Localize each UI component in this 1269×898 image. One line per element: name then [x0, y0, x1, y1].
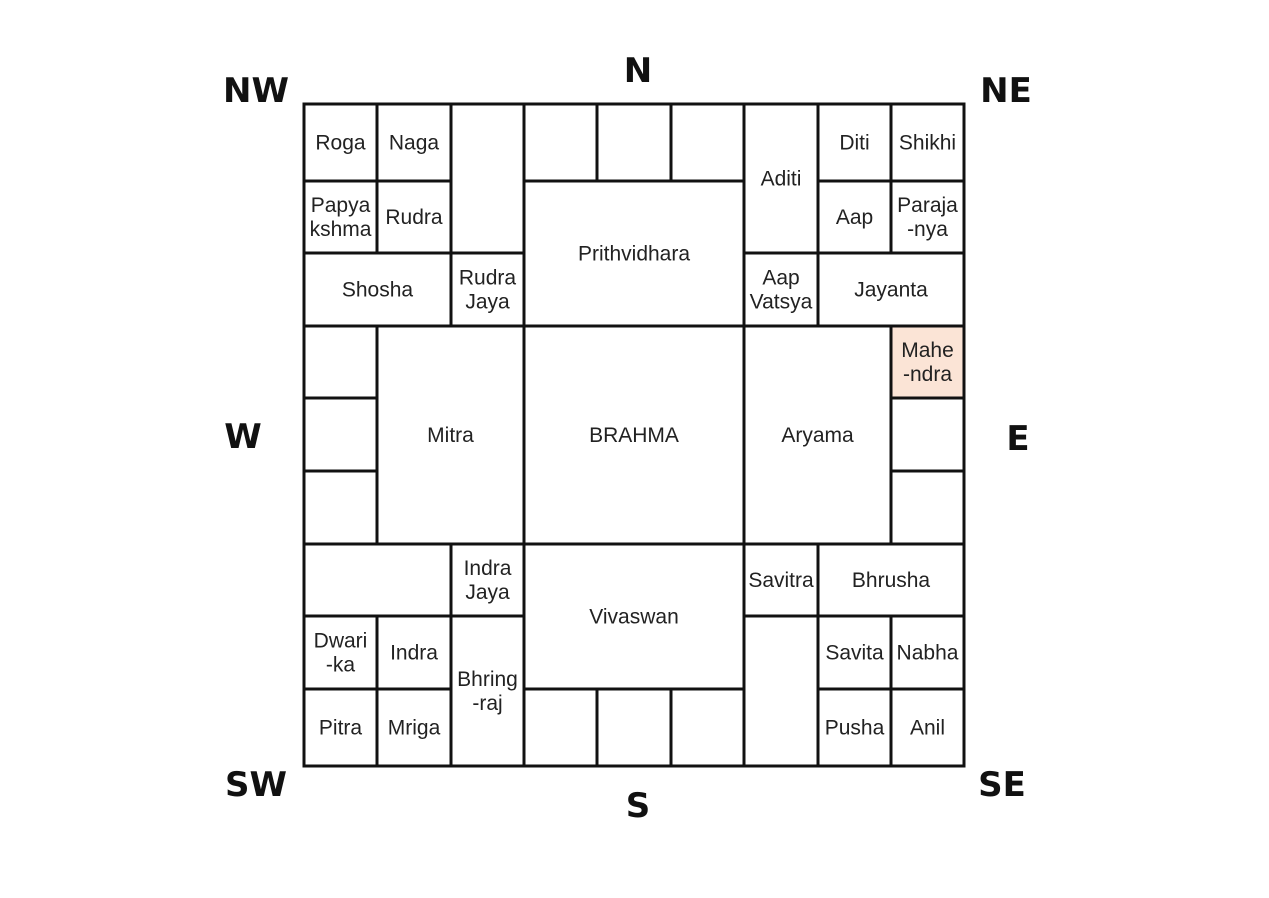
cell-rudra [377, 181, 451, 253]
cell-label-papyakshma [310, 194, 372, 241]
cell-box-sw-row6-blank [304, 544, 451, 616]
cell-n-top-3 [671, 104, 744, 181]
cell-label-line: Shosha [341, 278, 414, 302]
cell-pusha [818, 689, 891, 766]
direction-label-s: S [625, 786, 651, 826]
cell-rudra-jaya [451, 253, 524, 326]
cell-label-indra-jaya [464, 557, 512, 604]
cell-label-line: Mitra [427, 424, 474, 447]
cell-label-line: Dwari [313, 629, 368, 653]
cell-label-line: BRAHMA [589, 424, 679, 447]
cell-label-line: Bhring [457, 668, 518, 691]
cell-n-top-1 [524, 104, 597, 181]
cell-label-nabha [897, 642, 959, 665]
cell-box-s-bottom-3 [671, 689, 744, 766]
cell-w-col1-3 [304, 471, 377, 544]
cell-bhrusha [818, 544, 964, 616]
cell-e-col9-2 [891, 471, 964, 544]
cell-label-mitra [427, 424, 474, 447]
cell-aditi [744, 104, 818, 253]
cell-box-parajanya [891, 181, 964, 253]
cell-label-line: Mahe [901, 339, 954, 362]
cell-label-line: Jayanta [854, 278, 928, 302]
cell-label-shosha [342, 279, 414, 302]
cell-box-n-top-2 [597, 104, 671, 181]
cell-label-prithvidhara [578, 243, 690, 266]
cell-label-line: Aryama [781, 424, 854, 447]
cell-box-s-bottom-1 [524, 689, 597, 766]
cell-label-jayanta [854, 279, 928, 302]
cell-label-pitra [319, 717, 363, 740]
cell-label-pusha [825, 717, 885, 740]
cell-w-col1-1 [304, 326, 377, 398]
cell-brahma [524, 326, 744, 544]
cell-box-e-col9-2 [891, 471, 964, 544]
cell-box-s-bottom-2 [597, 689, 671, 766]
direction-label-sw: SW [225, 765, 287, 805]
cell-n-top-2 [597, 104, 671, 181]
cell-box-w-col1-2 [304, 398, 377, 471]
cell-box-papyakshma [304, 181, 377, 253]
cell-label-line: Rudra [458, 266, 517, 290]
cell-label-anil [910, 717, 945, 740]
cell-label-rudra-jaya [459, 267, 517, 314]
cell-box-bhringraj [451, 616, 524, 766]
cell-label-naga [389, 132, 440, 155]
cell-label-shikhi [899, 132, 956, 155]
cell-label-line: Bhrusha [851, 569, 931, 592]
cell-nabha [891, 616, 964, 689]
cell-label-line: -raj [472, 692, 503, 715]
cell-label-line: Jaya [465, 581, 510, 604]
cell-w-col1-2 [304, 398, 377, 471]
cell-label-indra [390, 642, 438, 665]
cell-label-line: Mriga [387, 716, 441, 740]
cell-vivaswan [524, 544, 744, 689]
cell-label-line: -ka [325, 653, 356, 677]
cell-label-line: Nabha [896, 641, 959, 665]
cell-box-mahendra [891, 326, 964, 398]
cell-label-aditi [761, 168, 802, 191]
cell-label-line: Jaya [465, 290, 510, 314]
cell-label-line: Savitra [748, 569, 814, 592]
cell-aap [818, 181, 891, 253]
cell-label-line: kshma [309, 218, 372, 241]
cell-box-nw-col3-blank [451, 104, 524, 253]
cell-label-line: Rudra [385, 206, 443, 229]
cell-papyakshma [304, 181, 377, 253]
cell-label-line: Vatsya [749, 290, 813, 314]
cell-mitra [377, 326, 524, 544]
cell-box-n-top-3 [671, 104, 744, 181]
cell-box-w-col1-3 [304, 471, 377, 544]
cell-label-line: Papya [310, 194, 371, 217]
cell-s-bottom-1 [524, 689, 597, 766]
cell-label-line: Anil [909, 716, 946, 740]
cell-indra-jaya [451, 544, 524, 616]
cell-box-se-col7-blank [744, 616, 818, 766]
cell-label-line: Shikhi [898, 131, 957, 155]
cell-label-line: -ndra [902, 363, 953, 386]
cell-box-aap-vatsya [744, 253, 818, 326]
cell-pitra [304, 689, 377, 766]
cell-label-line: Aap [835, 206, 874, 229]
cell-aryama [744, 326, 891, 544]
direction-label-n: N [623, 51, 653, 91]
cell-box-e-col9-1 [891, 398, 964, 471]
cell-box-indra-jaya [451, 544, 524, 616]
cell-naga [377, 104, 451, 181]
cell-label-mriga [388, 717, 441, 740]
cell-label-line: Savita [825, 641, 884, 665]
cell-label-line: Pusha [824, 716, 885, 740]
cell-roga [304, 104, 377, 181]
cell-anil [891, 689, 964, 766]
cell-parajanya [891, 181, 964, 253]
cell-savitra [744, 544, 818, 616]
cell-label-bhrusha [852, 569, 931, 592]
cell-label-line: Pitra [318, 716, 363, 740]
cell-se-col7-blank [744, 616, 818, 766]
cell-label-line: -nya [907, 218, 948, 241]
cell-savita [818, 616, 891, 689]
cell-label-aap [836, 206, 873, 229]
cell-mriga [377, 689, 451, 766]
cell-label-line: Prithvidhara [577, 242, 691, 266]
cell-bhringraj [451, 616, 524, 766]
cell-label-line: Vivaswan [589, 605, 679, 629]
cell-label-line: Indra [463, 557, 512, 580]
cell-diti [818, 104, 891, 181]
cell-e-col9-1 [891, 398, 964, 471]
direction-label-ne: NE [980, 71, 1032, 111]
cell-label-rudra [385, 206, 443, 229]
cell-mahendra [891, 326, 964, 398]
direction-label-se: SE [978, 765, 1026, 805]
cell-label-roga [315, 132, 366, 155]
cell-dwarika [304, 616, 377, 689]
cell-nw-col3-blank [451, 104, 524, 253]
cell-label-line: Aap [762, 266, 800, 290]
cell-label-line: Indra [390, 641, 438, 665]
direction-label-e: E [1006, 419, 1030, 459]
cell-label-savita [825, 642, 884, 665]
cell-box-rudra-jaya [451, 253, 524, 326]
cell-aap-vatsya [744, 253, 818, 326]
cell-label-diti [839, 132, 869, 155]
cell-sw-row6-blank [304, 544, 451, 616]
cell-box-dwarika [304, 616, 377, 689]
cell-label-line: Paraja [897, 194, 958, 217]
cell-label-line: Roga [315, 131, 366, 155]
cell-shosha [304, 253, 451, 326]
cell-s-bottom-3 [671, 689, 744, 766]
cell-box-w-col1-1 [304, 326, 377, 398]
cell-prithvidhara [524, 181, 744, 326]
cell-box-n-top-1 [524, 104, 597, 181]
cell-label-line: Aditi [760, 167, 802, 191]
cell-label-aryama [781, 424, 854, 447]
cell-indra [377, 616, 451, 689]
cell-shikhi [891, 104, 964, 181]
direction-label-nw: NW [223, 71, 289, 111]
cell-label-line: Diti [839, 131, 870, 155]
cell-label-mahendra [901, 339, 954, 386]
cell-label-brahma [589, 424, 679, 447]
cell-s-bottom-2 [597, 689, 671, 766]
direction-label-w: W [224, 417, 262, 457]
cell-jayanta [818, 253, 964, 326]
cell-label-line: Naga [388, 131, 440, 155]
cell-label-vivaswan [589, 606, 679, 629]
cell-label-savitra [748, 569, 814, 592]
